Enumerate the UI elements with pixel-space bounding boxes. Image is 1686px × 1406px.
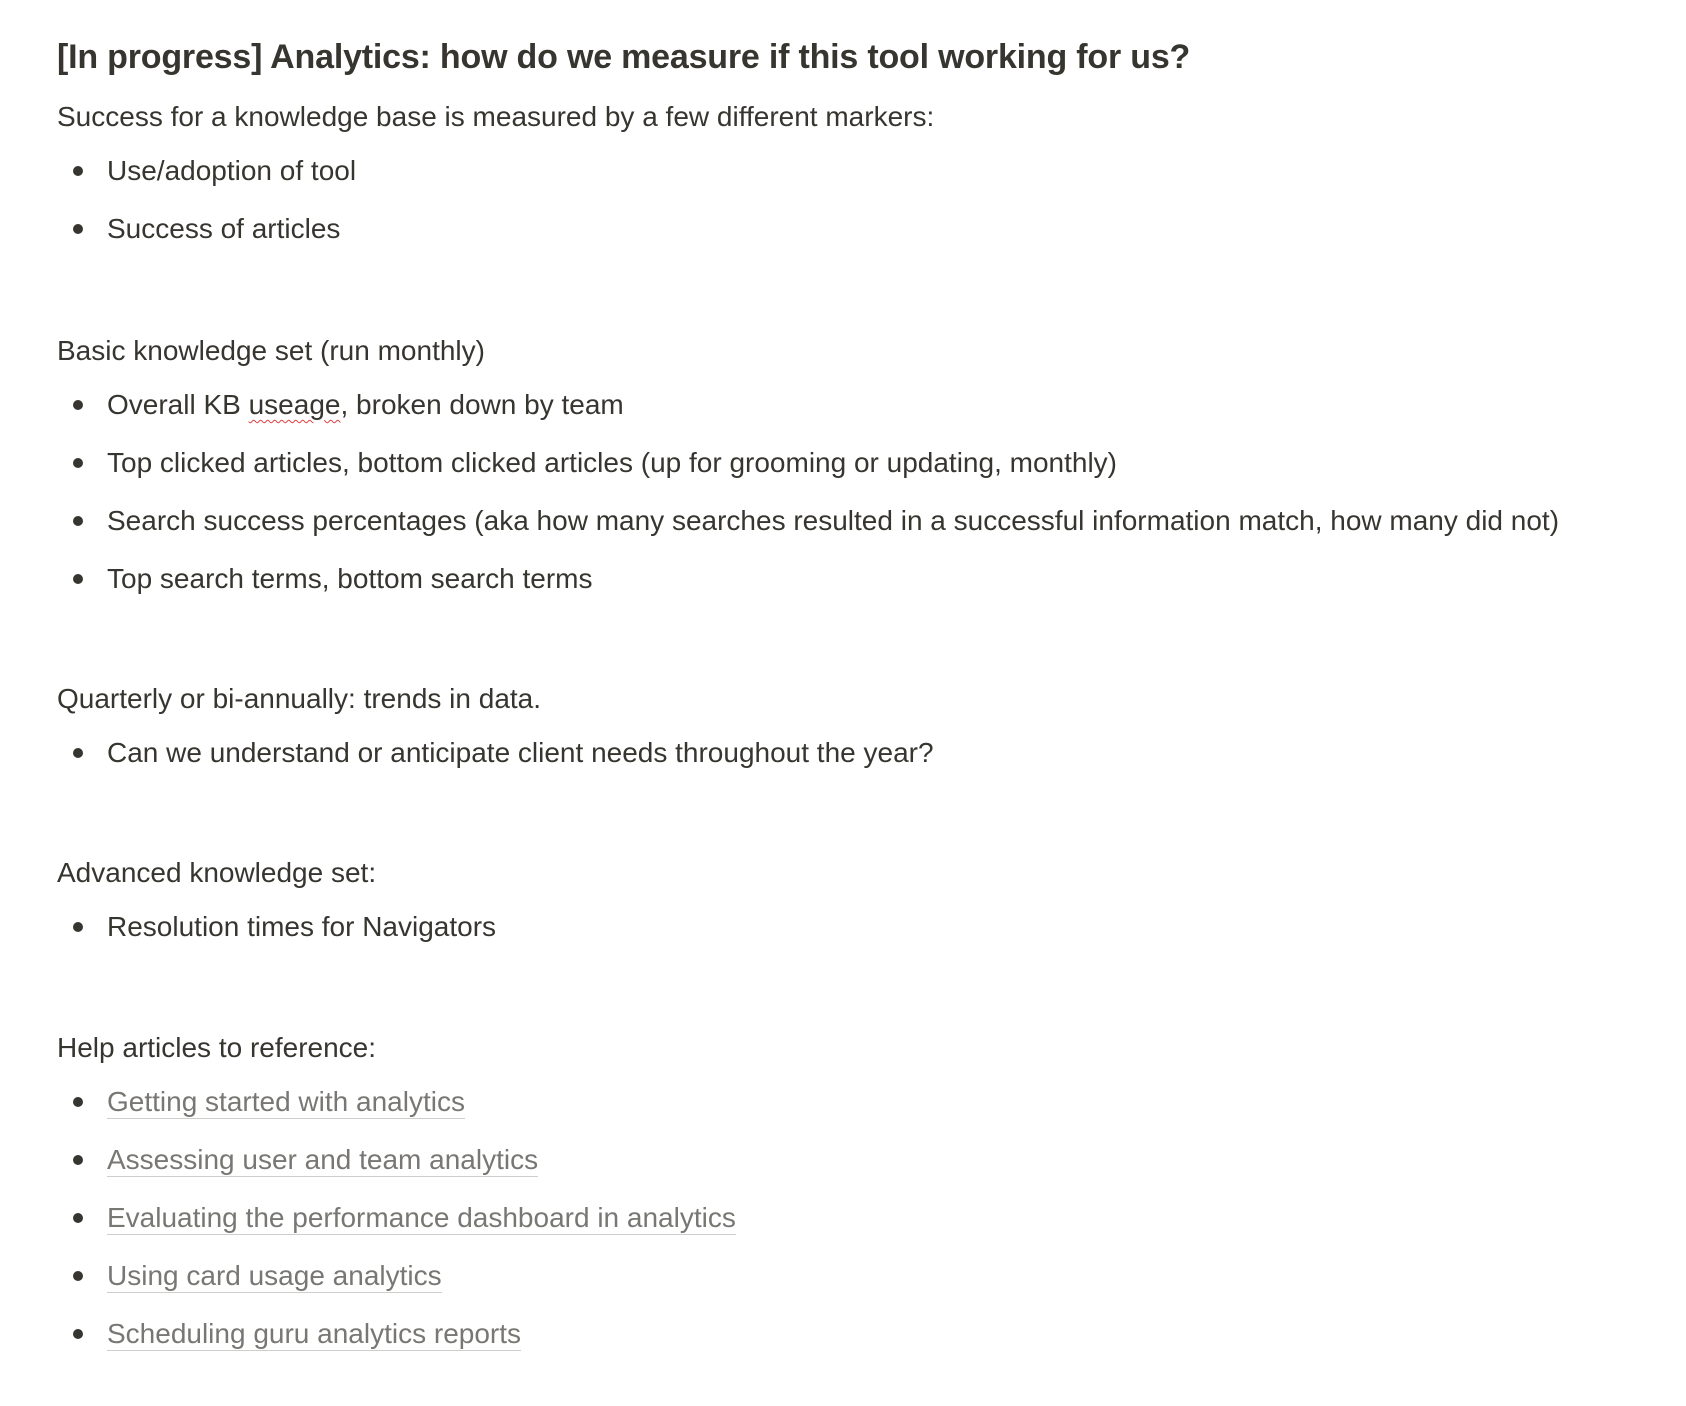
bullet-icon xyxy=(73,458,83,468)
list-item-text: Can we understand or anticipate client needs throughout the year? xyxy=(107,737,934,768)
intro-paragraph: Success for a knowledge base is measured by a few different markers: xyxy=(57,101,935,132)
bullet-icon xyxy=(73,516,83,526)
quarterly-heading: Quarterly or bi-annually: trends in data. xyxy=(57,683,542,714)
help-article-link[interactable]: Assessing user and team analytics xyxy=(107,1144,539,1175)
help-article-link[interactable]: Evaluating the performance dashboard in analytics xyxy=(107,1202,736,1233)
list-item-text: Overall KB useage, broken down by team xyxy=(107,389,624,420)
basic-knowledge-heading: Basic knowledge set (run monthly) xyxy=(57,335,485,366)
bullet-icon xyxy=(73,1097,83,1107)
bullet-icon xyxy=(73,1155,83,1165)
list-item-text: Search success percentages (aka how many searches resulted in a successful information match, how many did not) xyxy=(107,505,1560,536)
bullet-icon xyxy=(73,166,83,176)
help-article-link[interactable]: Scheduling guru analytics reports xyxy=(107,1318,522,1349)
bullet-icon xyxy=(73,574,83,584)
list-item-text: Top search terms, bottom search terms xyxy=(107,563,593,594)
help-articles-heading: Help articles to reference: xyxy=(57,1032,377,1063)
help-article-link[interactable]: Getting started with analytics xyxy=(107,1086,465,1117)
advanced-heading: Advanced knowledge set: xyxy=(57,857,377,888)
spellcheck-word: useage xyxy=(248,389,341,420)
page-title: [In progress] Analytics: how do we measure if this tool working for us? xyxy=(57,38,1191,76)
list-item-text: Success of articles xyxy=(107,213,341,244)
list-item-text: Resolution times for Navigators xyxy=(107,911,497,942)
bullet-icon xyxy=(73,1213,83,1223)
bullet-icon xyxy=(73,1329,83,1339)
bullet-icon xyxy=(73,922,83,932)
bullet-icon xyxy=(73,748,83,758)
bullet-icon xyxy=(73,1271,83,1281)
help-article-link[interactable]: Using card usage analytics xyxy=(107,1260,442,1291)
bullet-icon xyxy=(73,224,83,234)
bullet-icon xyxy=(73,400,83,410)
list-item-text: Use/adoption of tool xyxy=(107,155,357,186)
list-item-text: Top clicked articles, bottom clicked articles (up for grooming or updating, monthly) xyxy=(107,447,1117,478)
